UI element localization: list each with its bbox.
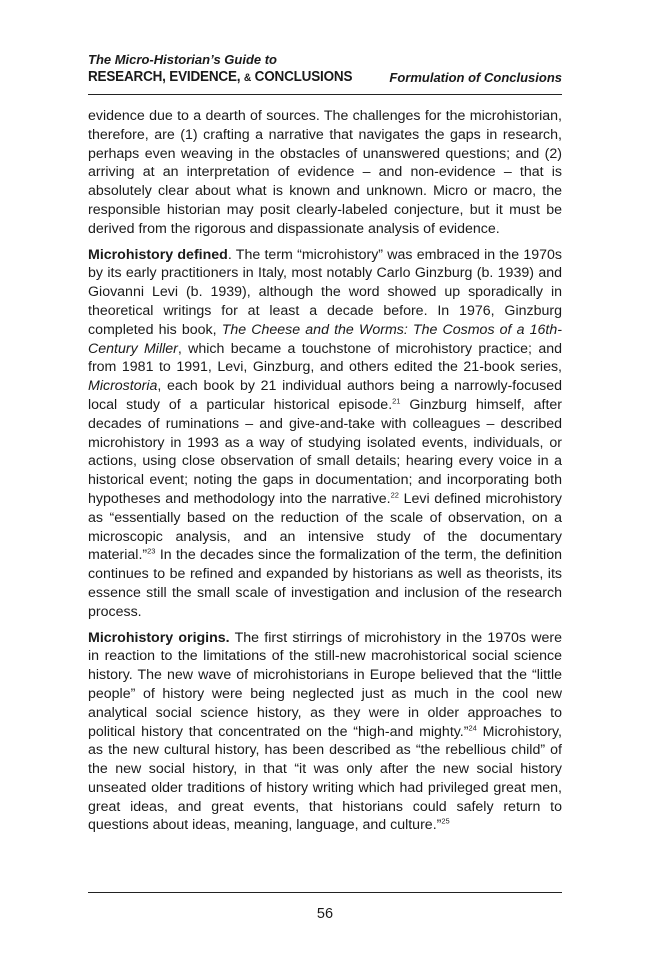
run-in-heading: Microhistory origins. — [88, 629, 230, 646]
book-title-cheese-and-worms: The Cheese and the Worms: The Cosmos of a 16th-Century Miller — [88, 321, 562, 357]
header-divider — [88, 94, 562, 95]
footnote-ref-21: 21 — [392, 396, 401, 406]
paragraph-text: In the decades since the formalization of the term, the definition continues to be refined and expanded by historians as well as theorists, its essence still the small scale of investigation and inclusion of the research process. — [88, 547, 562, 620]
paragraph-text: Microhistory, as the new cultural history, has been described as “the rebellious child” of the new social history, in that “it was only after the new social history unseated older traditions of history writing which had privileged great men, great ideas, and great events, that historians could safely return to questions about ideas, meaning, language, and culture.” — [88, 723, 562, 834]
footnote-ref-23: 23 — [147, 546, 156, 556]
paragraph-text: Levi defined microhistory as “essentially based on the reduction of the scale of observation, on a microscopic analysis, and an intensive study of the documentary material.” — [88, 490, 562, 564]
footer-divider — [88, 892, 562, 893]
footnote-ref-25: 25 — [441, 816, 450, 826]
book-title-ampersand: & — [243, 72, 252, 84]
chapter-section-title: Formulation of Conclusions — [389, 70, 562, 85]
running-header — [88, 52, 562, 94]
footnote-ref-22: 22 — [390, 490, 399, 500]
run-in-heading: Microhistory defined — [88, 246, 228, 263]
paragraph-text: Ginzburg himself, after decades of ruminations – and give-and-take with colleagues – described microhistory in 1993 as a way of studying isolated events, individuals, or actions, using close observation of small details; hearing every voice in a historical event; noting the gaps in documentation; and incorporating both hypotheses and methodology into the narrative. — [88, 396, 562, 507]
paragraph-text: , each book by 21 individual authors being a narrowly-focused local study of a particular historical episode. — [88, 378, 562, 413]
book-title-part1: RESEARCH, EVIDENCE, — [88, 69, 244, 85]
paragraph-microhistory-origins — [88, 629, 562, 836]
book-title-microstoria: Microstoria — [88, 378, 158, 395]
paragraph-text: The term “microhistory” was embraced in the 1970s by its early practitioners in Italy, most notably Carlo Ginzburg (b. 1939) and Giovanni Levi (b. 1939), although the word showed up sporadically in theoretical writings for at least a decade before. In 1976, Ginzburg completed his book, — [88, 246, 562, 338]
paragraph-microhistory-defined — [88, 246, 562, 622]
footnote-ref-24: 24 — [468, 722, 477, 732]
book-title-part2: CONCLUSIONS — [251, 69, 353, 85]
paragraph-text: evidence due to a dearth of sources. The challenges for the microhistorian, therefore, are (1) crafting a narrative that navigates the gaps in research, perhaps even weaving in the obstacles of unanswered questions; and (2) arriving at an interpretation of evidence – and non-evidence – that is absolutely clear about what is known and unknown. Micro or macro, the responsible historian may posit clearly-labeled conjecture, but it must be derived from the rigorous and dispassionate analysis of evidence. — [88, 108, 562, 237]
page-number: 56 — [316, 906, 334, 922]
book-main-title — [88, 68, 352, 87]
heading-punctuation: . — [227, 246, 232, 263]
book-series-title: The Micro-Historian’s Guide to — [88, 52, 278, 67]
paragraph-text: The first stirrings of microhistory in the 1970s were in reaction to the limitations of the still-new macrohistorical social science history. The new wave of microhistorians in Europe believed that the “little people” of history were being neglected just as much in the cool new analytical social science history, as they were in older approaches to political history that concentrated on the “high-and mighty.” — [88, 629, 562, 740]
paragraph-continuation — [88, 107, 562, 239]
page-body — [88, 107, 562, 842]
paragraph-text: , which became a touchstone of microhistory practice; and from 1981 to 1991, Levi, Ginzburg, and others edited the 21-book series, — [88, 340, 562, 376]
